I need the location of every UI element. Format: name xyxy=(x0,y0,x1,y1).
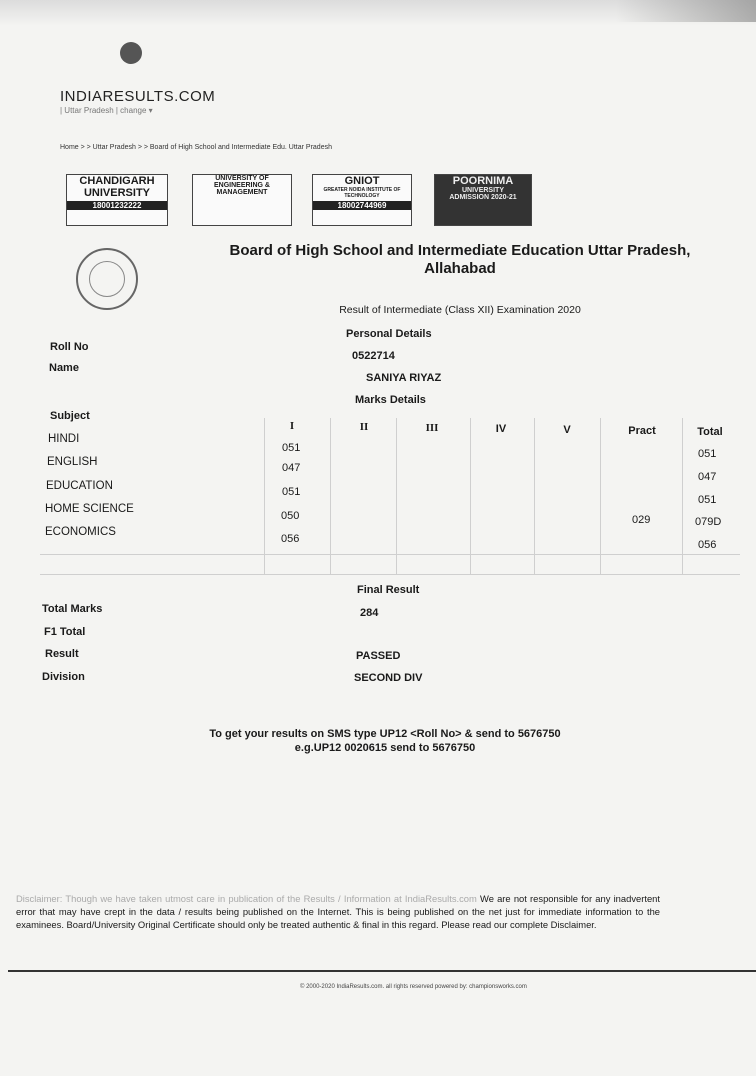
mark-total: 047 xyxy=(698,471,717,483)
footer-copyright[interactable]: © 2000-2020 IndiaResults.com. all rights reserved powered by: championsworks.com xyxy=(300,984,527,990)
f1-total-label: F1 Total xyxy=(44,626,86,638)
total-marks-label: Total Marks xyxy=(42,603,103,615)
subject-name: HINDI xyxy=(48,433,80,445)
roll-no-label: Roll No xyxy=(50,341,89,353)
ad-phone: 18002744969 xyxy=(313,201,411,210)
sms-line-2: e.g.UP12 0020615 send to 5676750 xyxy=(294,742,476,754)
board-title: Board of High School and Intermediate Education Uttar Pradesh, Allahabad xyxy=(229,242,691,277)
table-row xyxy=(40,480,740,506)
mark-total: 051 xyxy=(698,448,717,460)
site-logo-icon xyxy=(120,42,142,64)
name-value: SANIYA RIYAZ xyxy=(366,372,442,384)
footer-divider xyxy=(8,970,756,972)
subject-name: ENGLISH xyxy=(47,456,98,468)
mark-theory: 051 xyxy=(282,442,301,454)
final-result-heading: Final Result xyxy=(357,584,420,596)
disclaimer-text[interactable]: We are not responsible for any inadvertent error that may have crept in the data / results being published on the Internet. This is being published on the net just for immediate information to the examinees. Board/University Original Certificate should only be treated authentic & final in this regard. Please read our complete Disclaimer. xyxy=(16,893,660,930)
sms-line-1: To get your results on SMS type UP12 <Roll No> & send to 5676750 xyxy=(209,728,561,740)
marks-details-heading: Marks Details xyxy=(355,394,426,406)
personal-details-heading: Personal Details xyxy=(346,328,432,340)
ad-line1: UNIVERSITY OF xyxy=(215,175,269,182)
column-header-pract: Pract xyxy=(628,425,656,437)
ad-line2: ENGINEERING & xyxy=(213,182,270,189)
division-label: Division xyxy=(42,671,85,683)
ad-banner-uem[interactable] xyxy=(192,174,292,226)
subject-name: EDUCATION xyxy=(46,480,113,492)
ad-line2: GREATER NOIDA INSTITUTE OF TECHNOLOGY xyxy=(323,187,401,199)
top-right-shadow xyxy=(616,0,756,22)
mark-total: 056 xyxy=(698,539,717,551)
mark-theory: 047 xyxy=(282,462,301,474)
location-selector[interactable]: | Uttar Pradesh | change ▾ xyxy=(60,106,153,115)
sms-instructions xyxy=(150,727,620,755)
mark-total: 079D xyxy=(695,516,722,528)
column-header-total: Total xyxy=(697,426,723,438)
mark-practical: 029 xyxy=(632,514,651,526)
table-divider xyxy=(40,554,740,555)
table-row xyxy=(40,528,740,550)
division-value: SECOND DIV xyxy=(354,672,423,684)
table-divider xyxy=(40,574,740,575)
exam-title: Result of Intermediate (Class XII) Examination 2020 xyxy=(339,304,581,316)
column-header-2: II xyxy=(359,421,369,433)
mark-total: 051 xyxy=(698,494,717,506)
mark-theory: 056 xyxy=(281,533,300,545)
ad-line2: UNIVERSITY xyxy=(83,187,150,199)
ad-line1: POORNIMA xyxy=(452,175,514,187)
column-header-subject: Subject xyxy=(50,410,90,422)
result-value: PASSED xyxy=(356,650,401,662)
ad-banner-gniot[interactable] xyxy=(312,174,412,226)
board-seal-inner xyxy=(89,261,125,297)
result-label: Result xyxy=(45,648,79,660)
table-row xyxy=(40,504,740,526)
disclaimer-faded-text: Disclaimer: Though we have taken utmost care in publication of the Results / Information at IndiaResults.com xyxy=(16,893,477,904)
ad-banner-poornima[interactable] xyxy=(434,174,532,226)
ad-phone: 18001232222 xyxy=(67,201,167,210)
site-logo-text[interactable]: INDIARESULTS.COM xyxy=(60,88,216,105)
column-header-3: III xyxy=(425,422,439,434)
table-row xyxy=(40,432,740,460)
mark-theory: 050 xyxy=(281,510,300,522)
subject-name: HOME SCIENCE xyxy=(45,503,134,515)
name-label: Name xyxy=(49,362,79,374)
column-header-1: I xyxy=(289,420,295,432)
roll-no-value: 0522714 xyxy=(352,350,395,362)
column-header-4: IV xyxy=(495,423,507,435)
ad-line1: GNIOT xyxy=(344,175,380,187)
disclaimer xyxy=(16,892,660,931)
ad-line1: CHANDIGARH xyxy=(79,175,155,187)
total-marks-value: 284 xyxy=(360,607,379,619)
ad-line2: UNIVERSITY xyxy=(461,187,504,194)
ad-banner-chandigarh[interactable] xyxy=(66,174,168,226)
marks-table xyxy=(40,408,740,578)
subject-name: ECONOMICS xyxy=(45,526,116,538)
table-row xyxy=(40,456,740,483)
column-header-5: V xyxy=(563,424,571,436)
ad-line3: ADMISSION 2020-21 xyxy=(449,194,517,201)
breadcrumb[interactable]: Home > > Uttar Pradesh > > Board of High School and Intermediate Edu. Uttar Pradesh xyxy=(60,144,332,151)
ad-line3: MANAGEMENT xyxy=(216,189,268,196)
mark-theory: 051 xyxy=(282,486,301,498)
